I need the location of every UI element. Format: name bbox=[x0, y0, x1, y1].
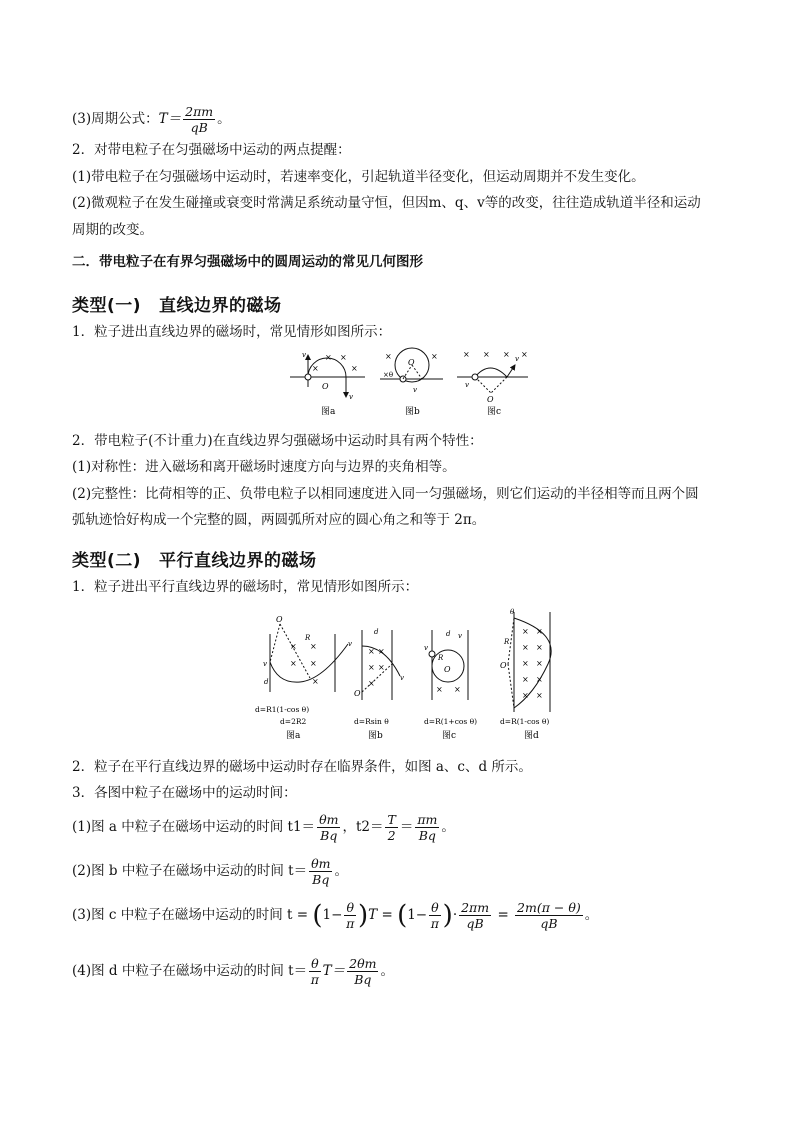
type2-heading bbox=[72, 546, 317, 571]
svg-text:v: v bbox=[349, 393, 353, 401]
svg-text:×: × bbox=[522, 627, 529, 636]
paragraph: 3．各图中粒子在磁场中的运动时间： bbox=[72, 785, 297, 801]
svg-text:O: O bbox=[354, 689, 361, 698]
figure-label: 图c bbox=[487, 407, 502, 417]
numerator: θ bbox=[311, 956, 319, 971]
paragraph: (2)完整性：比荷相等的正、负带电粒子以相同速度进入同一匀强磁场，则它们运动的半径相等而且两个圆 bbox=[72, 486, 699, 502]
svg-text:×: × bbox=[385, 352, 392, 361]
svg-text:×: × bbox=[312, 677, 319, 686]
numerator: θm bbox=[311, 856, 331, 871]
denominator: π bbox=[310, 972, 319, 987]
fraction bbox=[459, 900, 491, 931]
text: 。 bbox=[217, 111, 231, 127]
numerator: πm bbox=[417, 812, 438, 827]
figure-a bbox=[255, 615, 352, 741]
denominator: qB bbox=[190, 120, 208, 135]
denominator: π bbox=[346, 916, 355, 931]
denominator: Bq bbox=[418, 828, 436, 843]
fraction bbox=[317, 812, 340, 843]
svg-text:v: v bbox=[458, 632, 462, 640]
figure-label: 图b bbox=[405, 407, 420, 417]
figure-formula: d=Rsin θ bbox=[354, 717, 389, 726]
svg-text:v: v bbox=[302, 351, 306, 359]
svg-text:×: × bbox=[351, 364, 358, 373]
fraction bbox=[415, 812, 439, 843]
figure-c bbox=[424, 630, 477, 741]
svg-text:×: × bbox=[378, 663, 385, 672]
denominator: qB bbox=[466, 916, 484, 931]
paragraph: 周期的改变。 bbox=[72, 222, 153, 238]
svg-text:×: × bbox=[521, 350, 528, 359]
svg-text:d: d bbox=[264, 678, 269, 686]
paragraph: (1)对称性：进入磁场和离开磁场时速度方向与边界的夹角相等。 bbox=[72, 459, 456, 475]
section-heading: 二．带电粒子在有界匀强磁场中的圆周运动的常见几何图形 bbox=[72, 254, 423, 270]
figure-a bbox=[290, 351, 365, 417]
svg-text:×: × bbox=[340, 353, 347, 362]
svg-text:d: d bbox=[374, 628, 379, 636]
fraction bbox=[515, 900, 583, 931]
svg-text:×: × bbox=[368, 647, 375, 656]
svg-text:×: × bbox=[325, 353, 332, 362]
text: (1)图 a 中粒子在磁场中运动的时间 t1＝ bbox=[72, 819, 316, 835]
numerator: T bbox=[387, 812, 396, 827]
svg-text:×: × bbox=[522, 691, 529, 700]
svg-text:×θ: ×θ bbox=[383, 371, 394, 379]
figure-c bbox=[457, 350, 528, 417]
period-formula-line bbox=[72, 104, 231, 135]
figure-label: 图b bbox=[368, 731, 383, 741]
svg-text:×: × bbox=[290, 659, 297, 668]
figure-label: 图a bbox=[321, 407, 336, 417]
time-formula-b bbox=[72, 856, 348, 887]
svg-text:O: O bbox=[500, 661, 507, 670]
svg-text:×: × bbox=[310, 642, 317, 651]
svg-text:×: × bbox=[536, 675, 543, 684]
fraction bbox=[347, 956, 378, 987]
figure-label: 图d bbox=[524, 731, 539, 741]
heading-title: 直线边界的磁场 bbox=[159, 296, 282, 316]
svg-text:×: × bbox=[522, 659, 529, 668]
time-formula-c: (3)图 c 中粒子在磁场中运动的时间 t = (1− $\frac{\theta}{\pi}$ )T = (1− $\frac{\theta}{\pi}$ )· $\frac{2\pi m}{qB}$ = $\frac{2m(\pi - \theta)}{qB}$ 。 bbox=[72, 900, 599, 931]
svg-text:×: × bbox=[522, 643, 529, 652]
denominator: qB bbox=[540, 916, 558, 931]
figure-b bbox=[380, 348, 443, 417]
svg-text:×: × bbox=[378, 647, 385, 656]
svg-text:O: O bbox=[322, 382, 329, 391]
svg-text:O: O bbox=[276, 615, 283, 624]
figure-formula: d=R(1-cos θ) bbox=[500, 717, 550, 726]
figure-d bbox=[500, 608, 551, 741]
fraction bbox=[429, 900, 441, 931]
svg-text:×: × bbox=[536, 659, 543, 668]
svg-text:R: R bbox=[438, 654, 444, 662]
heading-title: 平行直线边界的磁场 bbox=[159, 551, 317, 571]
heading-label: 类型(二) bbox=[72, 551, 142, 571]
text: (4)图 d 中粒子在磁场中运动的时间 t＝ bbox=[72, 963, 308, 979]
heading-label: 类型(一) bbox=[72, 296, 142, 316]
figure-label: 图c bbox=[442, 731, 457, 741]
figure-formula: d=R1(1-cos θ) bbox=[255, 705, 310, 714]
svg-text:×: × bbox=[312, 364, 319, 373]
paragraph: 1．粒子进出平行直线边界的磁场时，常见情形如图所示： bbox=[72, 579, 419, 595]
svg-text:v: v bbox=[515, 355, 519, 363]
svg-text:×: × bbox=[310, 659, 317, 668]
svg-text:d: d bbox=[446, 630, 451, 638]
svg-text:θ: θ bbox=[510, 608, 515, 616]
numerator: 2πm bbox=[185, 104, 214, 119]
svg-text:v: v bbox=[348, 640, 352, 648]
denominator: 2 bbox=[387, 828, 396, 843]
svg-text:×: × bbox=[368, 663, 375, 672]
svg-text:×: × bbox=[522, 675, 529, 684]
svg-text:×: × bbox=[536, 691, 543, 700]
paragraph: 1．粒子进出直线边界的磁场时，常见情形如图所示： bbox=[72, 324, 392, 340]
denominator: Bq bbox=[312, 872, 330, 887]
svg-text:×: × bbox=[454, 685, 461, 694]
svg-text:v: v bbox=[263, 660, 267, 668]
text: 。 bbox=[584, 907, 599, 923]
type2-figure bbox=[250, 604, 570, 746]
svg-text:O: O bbox=[487, 395, 494, 404]
text: T＝ bbox=[158, 111, 182, 127]
svg-text:R: R bbox=[305, 634, 311, 642]
numerator: θm bbox=[319, 812, 339, 827]
fraction bbox=[183, 104, 215, 135]
text: ＝ bbox=[399, 819, 414, 835]
denominator: Bq bbox=[320, 828, 338, 843]
text: 。 bbox=[441, 819, 455, 835]
paragraph: (2)微观粒子在发生碰撞或衰变时常满足系统动量守恒，但因m、q、v等的改变，往往造成轨道半径和运动 bbox=[72, 195, 701, 211]
text: T＝ bbox=[322, 963, 346, 979]
svg-text:×: × bbox=[463, 350, 470, 359]
svg-text:v: v bbox=[424, 644, 428, 652]
fraction bbox=[309, 856, 332, 887]
text: (3)周期公式： bbox=[72, 111, 159, 127]
type1-figure bbox=[285, 347, 535, 419]
denominator: π bbox=[430, 916, 439, 931]
text: 。 bbox=[380, 963, 394, 979]
time-formula-d bbox=[72, 956, 394, 987]
figure-label: 图a bbox=[286, 731, 301, 741]
numerator: 2θm bbox=[349, 956, 377, 971]
svg-text:O: O bbox=[408, 358, 415, 367]
fraction bbox=[344, 900, 356, 931]
numerator: θ bbox=[431, 900, 439, 915]
time-formula-a bbox=[72, 812, 455, 843]
numerator: 2πm bbox=[461, 900, 490, 915]
text: (3)图 c 中粒子在磁场中运动的时间 t bbox=[72, 907, 293, 923]
svg-text:v: v bbox=[413, 386, 417, 394]
numerator: 2m(π − θ) bbox=[517, 900, 581, 915]
svg-text:×: × bbox=[431, 352, 438, 361]
text: (2)图 b 中粒子在磁场中运动的时间 t＝ bbox=[72, 863, 308, 879]
svg-text:×: × bbox=[290, 642, 297, 651]
svg-text:O: O bbox=[444, 665, 451, 674]
paragraph: 2．带电粒子(不计重力)在直线边界匀强磁场中运动时具有两个特性： bbox=[72, 433, 483, 449]
svg-text:×: × bbox=[483, 350, 490, 359]
svg-text:v: v bbox=[400, 674, 404, 682]
fraction bbox=[385, 812, 397, 843]
type1-heading bbox=[72, 291, 282, 316]
svg-text:×: × bbox=[536, 643, 543, 652]
svg-text:×: × bbox=[503, 350, 510, 359]
svg-text:×: × bbox=[436, 685, 443, 694]
paragraph: 2．对带电粒子在匀强磁场中运动的两点提醒： bbox=[72, 142, 351, 158]
fraction bbox=[309, 956, 321, 987]
svg-text:×: × bbox=[536, 627, 543, 636]
svg-text:×: × bbox=[368, 679, 375, 688]
svg-text:R: R bbox=[504, 638, 510, 646]
denominator: Bq bbox=[354, 972, 372, 987]
text: 。 bbox=[334, 863, 348, 879]
figure-formula: d=R(1+cos θ) bbox=[424, 717, 478, 726]
figure-formula: d=2R2 bbox=[280, 717, 307, 726]
svg-text:v: v bbox=[465, 381, 469, 389]
paragraph: 弧轨迹恰好构成一个完整的圆，两圆弧所对应的圆心角之和等于 2π。 bbox=[72, 512, 486, 528]
numerator: θ bbox=[346, 900, 354, 915]
figure-b bbox=[354, 628, 404, 741]
paragraph: 2．粒子在平行直线边界的磁场中运动时存在临界条件，如图 a、c、d 所示。 bbox=[72, 759, 532, 775]
text: ，t2＝ bbox=[342, 819, 384, 835]
paragraph: (1)带电粒子在匀强磁场中运动时，若速率变化，引起轨道半径变化，但运动周期并不发生变化。 bbox=[72, 169, 645, 185]
